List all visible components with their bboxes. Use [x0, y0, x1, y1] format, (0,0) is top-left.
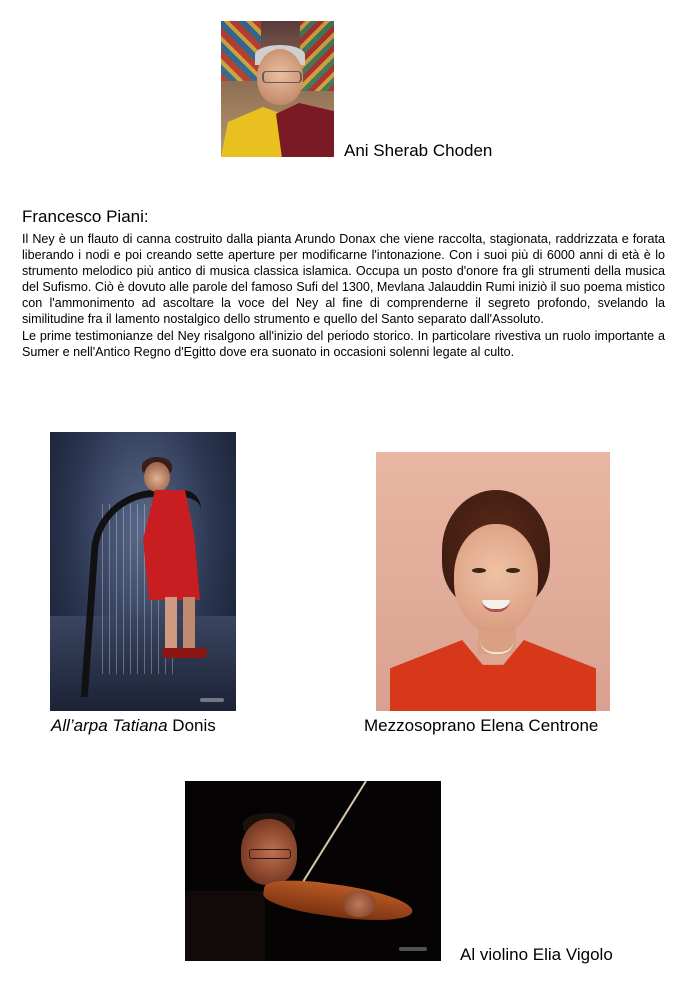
photo-mezzosoprano: [376, 452, 610, 711]
thangka-painting-left: [221, 21, 261, 81]
section-title: Francesco Piani:: [22, 207, 149, 226]
caption-harpist-surname: Donis: [167, 716, 216, 735]
caption-violinist: Al violino Elia Vigolo: [460, 945, 613, 964]
hand: [343, 891, 375, 917]
photo-violinist: [185, 781, 441, 961]
face: [454, 524, 538, 632]
caption-harpist: [51, 717, 216, 734]
paragraph-ney-history: Le prime testimonianze del Ney risalgono all'inizio del periodo storico. In particolare rivestiva un ruolo importante a Sumer e nell'Antico Regno d'Egitto dove era suonato in occasioni solenni legate al culto.: [22, 328, 665, 359]
photo-harpist: [50, 432, 236, 711]
eye-left: [472, 568, 486, 573]
robe-maroon: [276, 103, 334, 157]
face: [144, 462, 170, 492]
caption-mezzosoprano: Mezzosoprano Elena Centrone: [364, 716, 599, 735]
legs: [165, 597, 195, 652]
violin: [262, 875, 415, 928]
paragraph-ney-description: Il Ney è un flauto di canna costruito dalla pianta Arundo Donax che viene raccolta, stagionata, raddrizzata e forata liberando i nodi e poi creando sette aperture per modificarne l'intonazione. Con i suoi più di 6000 anni di età è lo strumento melodico più antico di musica classica islamica. Occupa un posto d'onore fra gli strumenti della musica del Sufismo. Ciò è dovuto alle parole del famoso Sufi del 1300, Mevlana Jalauddin Rumi iniziò il suo poema mistico con l'ammonimento ad ascoltare la voce del Ney al fine di comprenderne il segreto profondo, svelando la similitudine fra il lamento nostalgico dello strumento e quello del Santo separato dall'Assoluto.: [22, 232, 665, 327]
glasses: [262, 71, 302, 83]
photographer-signature: [200, 698, 224, 702]
caption-harpist-italic: All’arpa Tatiana: [51, 716, 168, 735]
violin-bow: [303, 781, 367, 882]
red-shoes: [162, 648, 207, 658]
caption-ani-sherab-choden: Ani Sherab Choden: [344, 141, 493, 160]
eye-right: [506, 568, 520, 573]
thangka-painting-right: [300, 21, 334, 91]
glasses: [249, 849, 291, 859]
photo-ani-sherab-choden: [221, 21, 334, 157]
photographer-signature: [399, 947, 427, 951]
section-body: [22, 231, 665, 360]
dark-sleeve: [185, 891, 265, 961]
